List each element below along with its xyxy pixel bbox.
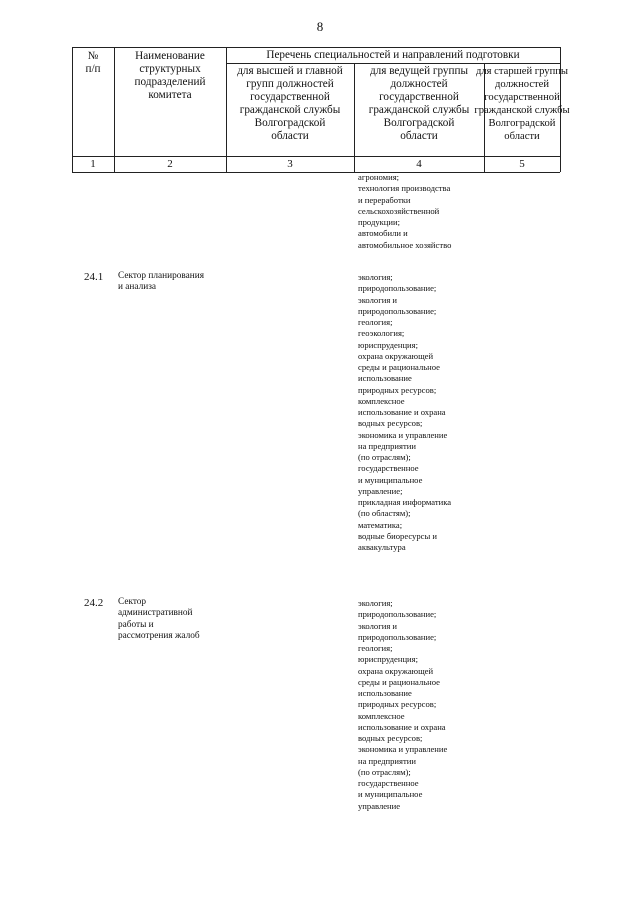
header-name-line: подразделений — [134, 76, 206, 88]
specialty-line: и муниципальное — [358, 474, 423, 485]
specialty-line: охрана окружающей — [358, 665, 434, 676]
continuation-specialties — [358, 172, 498, 251]
header-list-title: Перечень специальностей и направлений подготовки — [266, 49, 520, 61]
column-number-4: 4 — [416, 158, 422, 170]
header-col3-line: для высшей и главной — [237, 65, 343, 77]
row-number: 24.1 — [84, 271, 104, 283]
header-col4-line: государственной — [379, 91, 459, 103]
specialty-line: (по отраслям); — [358, 766, 411, 777]
header-col4-line: должностей — [390, 78, 448, 90]
specialty-line: автомобили и — [358, 228, 408, 239]
specialty-line: продукции; — [358, 217, 400, 227]
header-col5-line: государственной — [484, 92, 560, 103]
unit-name-line: и анализа — [118, 282, 157, 293]
header-col3-line: гражданской службы — [239, 104, 341, 116]
specialty-line: государственное — [358, 463, 419, 474]
specialty-line: технология производства — [358, 183, 451, 194]
specialty-line: управление — [358, 800, 401, 811]
specialty-line: экономика и управление — [358, 429, 448, 440]
specialty-line: природных ресурсов; — [358, 699, 437, 710]
header-col3-line: области — [271, 130, 309, 142]
header-name-line: структурных — [139, 63, 201, 75]
specialty-line: водных ресурсов; — [358, 733, 423, 743]
specialty-line: охрана окружающей — [358, 350, 434, 361]
specialty-line: прикладная информатика — [358, 497, 452, 507]
specialty-line: водные биоресурсы и — [358, 530, 437, 541]
specialty-line: на предприятии — [358, 440, 416, 451]
header-num-line: п/п — [85, 63, 101, 75]
column-number-3: 3 — [287, 158, 293, 170]
specialty-line: на предприятии — [358, 755, 416, 766]
specialty-line: среды и рациональное — [358, 676, 440, 687]
header-col4-line: гражданской службы — [368, 104, 470, 116]
header-num — [72, 50, 114, 76]
specialty-line: управление; — [358, 485, 403, 496]
header-col5-line: области — [504, 131, 540, 142]
header-subdivider — [226, 63, 560, 64]
header-col5-line: гражданской службы — [474, 105, 570, 116]
row-specialties — [358, 598, 498, 812]
specialty-line: природных ресурсов; — [358, 384, 437, 395]
specialty-line: и муниципальное — [358, 789, 423, 800]
specialty-line: геоэкология; — [358, 328, 405, 339]
header-name-line: Наименование — [135, 50, 205, 62]
unit-name-line: административной — [118, 608, 193, 619]
specialty-line: использование и охрана — [358, 721, 446, 732]
specialty-line: агрономия; — [358, 172, 400, 182]
specialty-line: математика; — [358, 519, 403, 530]
specialty-line: геология; — [358, 317, 393, 327]
row-number: 24.2 — [84, 597, 104, 609]
specialty-line: использование — [358, 688, 412, 698]
header-col4-line: для ведущей группы — [369, 65, 469, 77]
specialty-line: комплексное — [358, 395, 405, 406]
header-col4-line: Волгоградской — [383, 117, 455, 129]
header-col5-line: должностей — [494, 79, 550, 90]
specialty-line: среды и рациональное — [358, 362, 440, 372]
specialty-line: природопользование; — [358, 631, 437, 642]
specialty-line: природопользование; — [358, 283, 437, 294]
unit-name-line: Сектор планирования — [118, 271, 205, 281]
row-specialties — [358, 272, 498, 553]
specialty-line: водных ресурсов; — [358, 418, 423, 429]
specialty-line: автомобильное хозяйство — [358, 239, 452, 250]
specialty-line: аквакультура — [358, 542, 406, 552]
unit-name-line: рассмотрения жалоб — [118, 631, 200, 642]
column-number-1: 1 — [90, 158, 96, 170]
specialty-line: сельскохозяйственной — [358, 205, 440, 216]
specialty-line: природопользование; — [358, 609, 437, 620]
specialty-line: (по отраслям); — [358, 452, 411, 462]
specialty-line: экология и — [358, 620, 398, 631]
row-unit-name — [118, 271, 228, 294]
header-bottom-border — [72, 156, 560, 157]
header-num-line: № — [87, 50, 99, 62]
header-col4 — [354, 65, 484, 143]
header-col5-line: Волгоградской — [488, 118, 556, 129]
unit-name-line: работы и — [118, 619, 154, 630]
specialty-line: использование — [358, 373, 412, 384]
header-col3-line: Волгоградской — [254, 117, 326, 129]
specialty-line: природопользование; — [358, 305, 437, 316]
header-col5-line: для старшей группы — [475, 66, 569, 77]
header-name-line: комитета — [148, 89, 192, 101]
header-top-border — [72, 47, 560, 48]
page-number: 8 — [316, 19, 324, 34]
header-col3-line: государственной — [250, 91, 330, 103]
specialty-line: экология; — [358, 598, 393, 608]
unit-name-line: Сектор — [118, 597, 147, 607]
header-name — [114, 50, 226, 102]
header-col3-line: групп должностей — [246, 78, 334, 90]
specialty-line: экология и — [358, 294, 398, 305]
specialty-line: государственное — [358, 778, 419, 788]
header-col3 — [226, 65, 354, 143]
specialty-line: юриспруденция; — [358, 654, 418, 665]
specialty-line: и переработки — [358, 194, 411, 205]
specialty-line: комплексное — [358, 710, 405, 721]
specialty-line: экология; — [358, 272, 393, 282]
column-number-5: 5 — [519, 158, 525, 170]
specialty-line: юриспруденция; — [358, 339, 418, 350]
header-col4-line: области — [400, 130, 438, 142]
specialty-line: экономика и управление — [358, 744, 448, 755]
specialty-line: использование и охрана — [358, 407, 446, 417]
column-number-2: 2 — [167, 158, 173, 170]
specialty-line: (по областям); — [358, 508, 411, 519]
header-col5 — [474, 65, 570, 143]
row-unit-name — [118, 597, 228, 643]
specialty-line: геология; — [358, 643, 393, 653]
